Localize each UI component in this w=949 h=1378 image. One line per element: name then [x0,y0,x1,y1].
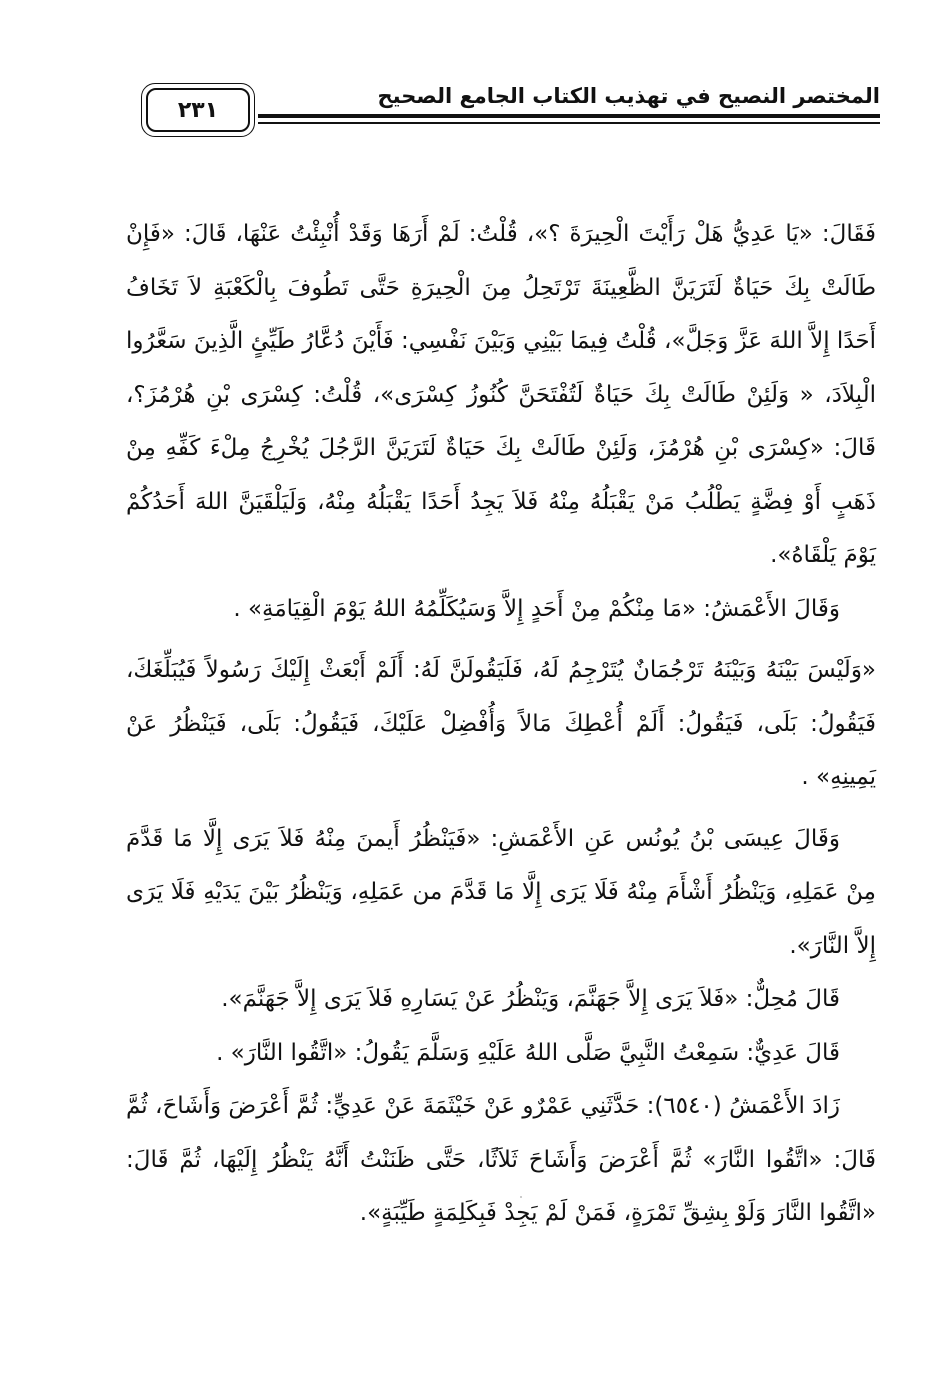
book-title: المختصر النصيح في تهذيب الكتاب الجامع الصحيح [377,84,880,108]
paragraph-amash-addition: زَادَ الأَعْمَشُ (٦٥٤٠): حَدَّثَنِي عَمْرٌو عَنْ خَيْثَمَةَ عَنْ عَدِيٍّ: ثُمَّ أَعْرَضَ وَأَشَاحَ، ثُمَّ قَالَ: «اتَّقُوا النَّارَ» ثُمَّ أَعْرَضَ وَأَشَاحَ ثَلاَثًا، حَتَّى ظَنَنْتُ أَنَّهُ يَنْظُرُ إِلَيْهَا، ثُمَّ قَالَ: «اتَّقُوا النَّارَ وَلَوْ بِشِقِّ تَمْرَةٍ، فَمَنْ لَمْ يَجِدْ فَبِكَلِمَةٍ طَيِّبَةٍ». [126,1093,876,1226]
page-number: ٢٣١ [177,97,219,123]
page-number-frame [146,88,250,132]
paragraph-tarjuman: «وَلَيْسَ بَيْنَهُ وَبَيْنَهُ تَرْجُمَانٌ يُتَرْجِمُ لَهُ، فَلَيَقُولَنَّ لَهُ: أَلَمْ أَبْعَثْ إِلَيْكَ رَسُولاً فَيُبَلِّغَكَ، فَيَقُولُ: بَلَى، فَيَقُولُ: أَلَمْ أُعْطِكَ مَالاً وَأُفْضِلْ عَلَيْكَ، فَيَقُولُ: بَلَى، فَيَنْظُرُ عَنْ يَمِينِهِ» . [126,657,876,790]
paragraph-hadith-adi: فَقَالَ: «يَا عَدِيُّ هَلْ رَأَيْتَ الْحِيرَةَ ؟»، قُلْتُ: لَمْ أَرَهَا وَقَدْ أُنْبِئْتُ عَنْهَا، قَالَ: «فَإِنْ طَالَتْ بِكَ حَيَاةٌ لَتَرَيَنَّ الظَّعِينَةَ تَرْتَحِلُ مِنَ الْحِيرَةِ حَتَّى تَطُوفَ بِالْكَعْبَةِ لاَ تَخَافُ أَحَدًا إِلاَّ اللهَ عَزَّ وَجَلَّ»، قُلْتُ فِيمَا بَيْنِي وَبَيْنَ نَفْسِي: فَأَيْنَ دُعَّارُ طَيِّئٍ الَّذِينَ سَعَّرُوا الْبِلاَدَ، « وَلَئِنْ طَالَتْ بِكَ حَيَاةٌ لَتُفْتَحَنَّ كُنُوزُ كِسْرَى»، قُلْتُ: كِسْرَى بْنِ هُرْمُزَ؟، قَالَ: «كِسْرَى بْنِ هُرْمُزَ، وَلَئِنْ طَالَتْ بِكَ حَيَاةٌ لَتَرَيَنَّ الرَّجُلَ يُخْرِجُ مِلْءَ كَفِّهِ مِنْ ذَهَبٍ أَوْ فِضَّةٍ يَطْلُبُ مَنْ يَقْبَلُهُ مِنْهُ فَلاَ يَجِدُ أَحَدًا يَقْبَلُهُ مِنْهُ، وَلَيَلْقَيَنَّ اللهَ أَحَدُكُمْ يَوْمَ يَلْقَاهُ». [126,221,876,568]
scan-speck [520,1196,522,1198]
paragraph-amash: وَقَالَ الأَعْمَشُ: «مَا مِنْكُمْ مِنْ أَحَدٍ إِلاَّ وَسَيُكَلِّمُهُ اللهُ يَوْمَ الْقِيَامَةِ» . [233,595,840,622]
paragraph-isa-ibn-yunus: وَقَالَ عِيسَى بْنُ يُونُس عَنِ الأَعْمَشِ: «فَيَنْظُرُ أَيمنَ مِنْهُ فَلاَ يَرَى إِلَّا مَا قَدَّمَ مِنْ عَمَلِهِ، وَيَنْظُرُ أَشْأَمَ مِنْهُ فَلَا يَرَى إِلَّا مَا قَدَّمَ من عَمَلِهِ، وَيَنْظُرُ بَيْنَ يَدَيْهِ فَلَا يَرَى إِلاَّ النَّارَ». [126,825,876,959]
header-rule-thin [258,122,880,124]
page-header [138,78,880,148]
paragraph-adi-heard: قَالَ عَدِيٌّ: سَمِعْتُ النَّبِيَّ صَلَّى اللهُ عَلَيْهِ وَسَلَّمَ يَقُولُ: «اتَّقُوا النَّارَ» . [216,1039,840,1066]
paragraph-muhill: قَالَ مُحِلٌّ: «فَلاَ يَرَى إِلاَّ جَهَنَّمَ، وَيَنْظُرُ عَنْ يَسَارِهِ فَلاَ يَرَى إِلاَّ جَهَنَّمَ». [221,986,840,1012]
header-rule-thick [258,114,880,118]
page-body [126,208,876,1241]
